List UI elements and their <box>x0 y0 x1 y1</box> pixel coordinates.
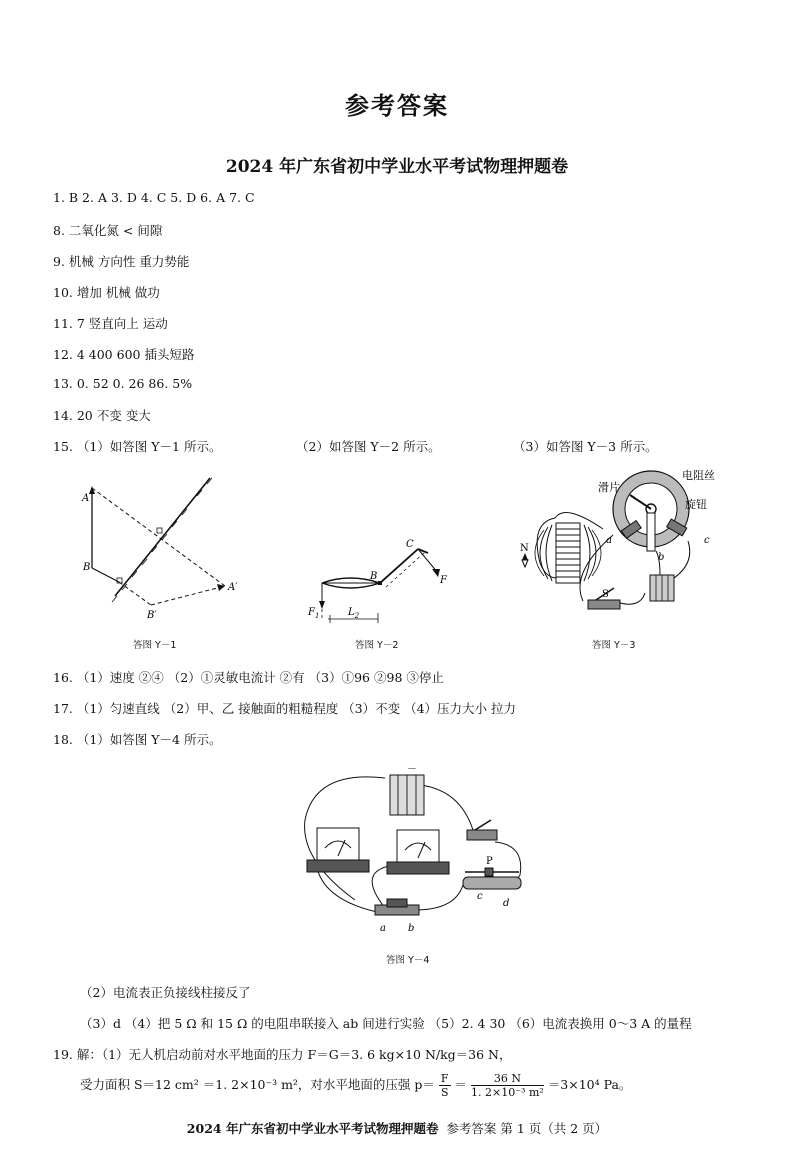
answer-q9: 9. 机械 方向性 重力势能 <box>53 254 190 269</box>
figure-y3-circuit-diagram <box>510 463 730 633</box>
answer-q10: 10. 增加 机械 做功 <box>53 285 160 300</box>
answer-q18-3: （3）d （4）把 5 Ω 和 15 Ω 的电阻串联接入 ab 间进行实验 （5）2. 4 30 （6）电流表换用 0～3 A 的量程 <box>80 1016 692 1031</box>
fig3-label-switch: S <box>602 589 609 600</box>
fig2-label-b: B <box>370 571 378 582</box>
fraction-f-over-s: $\frac{F}{S}$ <box>440 1072 449 1099</box>
answer-q18-2: （2）电流表正负接线柱接反了 <box>80 985 251 1000</box>
answer-q14: 14. 20 不变 变大 <box>53 408 151 423</box>
answer-q8: 8. 二氧化氮 < 间隙 <box>53 223 163 238</box>
fig3-label-north: N <box>520 543 529 554</box>
figure-y4-circuit-diagram <box>295 760 535 940</box>
fig3-label-knob: 旋钮 <box>685 498 707 511</box>
figure-y2-lever-diagram <box>300 535 455 630</box>
answer-q18-1: 18. （1）如答图 Y－4 所示。 <box>53 732 222 747</box>
fig1-label-a-prime: A′ <box>228 582 238 593</box>
fig3-label-c: c <box>704 535 710 546</box>
answer-q15-3: （3）如答图 Y－3 所示。 <box>513 439 658 454</box>
fig4-label-d: d <box>503 898 510 909</box>
exam-subtitle: 2024 年广东省初中学业水平考试物理押题卷 <box>225 157 569 177</box>
fig1-label-b-prime: B′ <box>147 610 157 621</box>
fig2-label-l2: $L_2$ <box>348 607 360 620</box>
answer-q15-1: 15. （1）如答图 Y－1 所示。 <box>53 439 222 454</box>
page-title: 参考答案 <box>345 91 449 120</box>
fig4-label-minus: － <box>407 764 417 775</box>
page-footer: 2024 年广东省初中学业水平考试物理押题卷 参考答案 第 1 页（共 2 页） <box>186 1121 608 1136</box>
fraction-36n-over-area: $\frac{36 N}{\text{1. 2×10⁻³ m²}}$ <box>471 1072 544 1099</box>
fig1-label-a: A <box>82 493 90 504</box>
fig3-label-resistance-wire: 电阻丝 <box>682 469 715 482</box>
answer-q15-2: （2）如答图 Y－2 所示。 <box>296 439 441 454</box>
fig4-label-p: P <box>486 856 493 867</box>
fig2-label-f: F <box>440 575 447 586</box>
fig3-label-slider: 滑片 <box>598 481 620 494</box>
figure-y1-mirror-diagram <box>75 468 245 621</box>
fig2-label-c: C <box>406 539 414 550</box>
answer-q1-7: 1. B 2. A 3. D 4. C 5. D 6. A 7. C <box>53 190 255 205</box>
fig4-label-a: a <box>380 923 386 934</box>
answer-q19-2: 受力面积 S＝12 cm² ＝1. 2×10⁻³ m²，对水平地面的压强 p＝ $\frac{F}{S}$ ＝ $\frac{36 N}{\text{1. 2×10⁻³ m²}}$ ＝3×10⁴ Pa。 <box>80 1072 632 1099</box>
fig3-caption: 答图 Y－3 <box>592 640 636 651</box>
fig2-label-f1: $F_1$ <box>308 607 320 620</box>
fig4-caption: 答图 Y－4 <box>386 955 430 966</box>
answer-q13: 13. 0. 52 0. 26 86. 5% <box>53 376 193 391</box>
fig3-label-b: b <box>658 552 665 563</box>
answer-q17: 17. （1）匀速直线 （2）甲、乙 接触面的粗糙程度 （3）不变 （4）压力大小 拉力 <box>53 701 517 716</box>
fig4-label-c: c <box>477 891 483 902</box>
fig1-label-b: B <box>83 562 91 573</box>
answer-q19-1: 19. 解：（1）无人机启动前对水平地面的压力 F＝G＝3. 6 kg×10 N/kg＝36 N， <box>53 1047 512 1062</box>
fig3-label-a: a <box>606 535 612 546</box>
answer-q12: 12. 4 400 600 插头短路 <box>53 347 195 362</box>
fig2-caption: 答图 Y－2 <box>355 640 399 651</box>
fig1-caption: 答图 Y－1 <box>133 640 177 651</box>
answer-q11: 11. 7 竖直向上 运动 <box>53 316 168 331</box>
answer-q16: 16. （1）速度 ②④ （2）①灵敏电流计 ②有 （3）①96 ②98 ③停止 <box>53 670 444 685</box>
fig4-label-b: b <box>408 923 415 934</box>
